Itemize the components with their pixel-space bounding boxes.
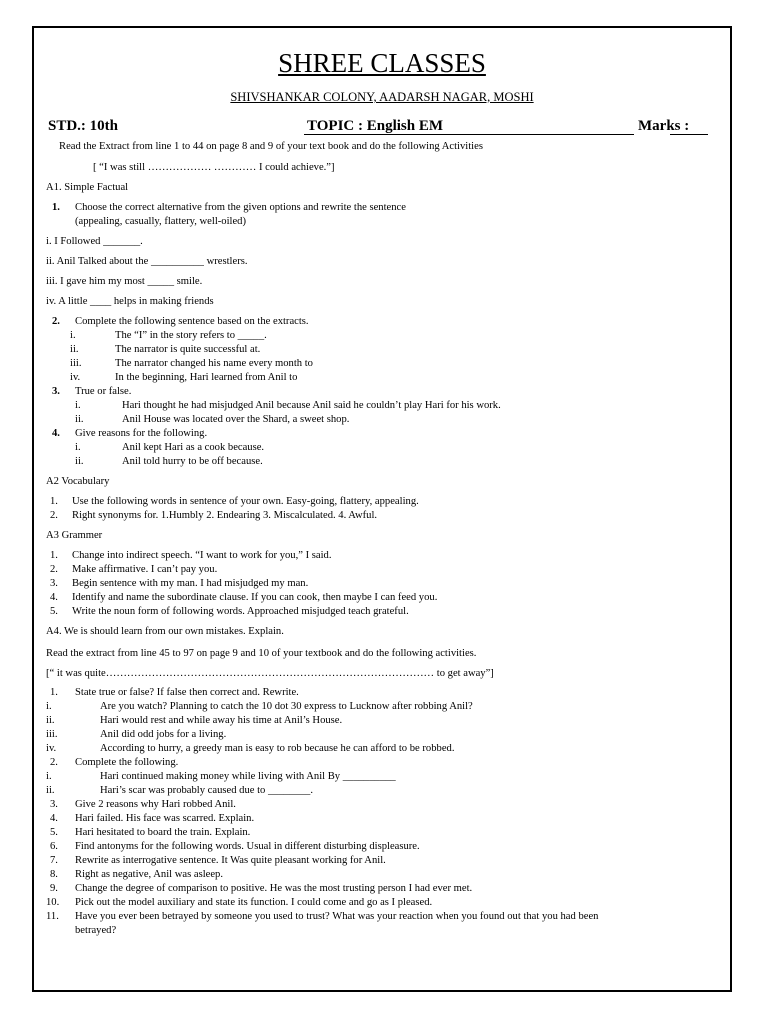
text-line: 4. xyxy=(50,813,58,824)
std-label: STD.: 10th xyxy=(48,118,119,134)
text-line: Anil House was located over the Shard, a sweet shop. xyxy=(122,414,350,425)
text-line: Change the degree of comparison to positive. He was the most trusting person I had ever met. xyxy=(75,883,473,894)
text-line: iii. I gave him my most _____ smile. xyxy=(46,276,203,287)
text-line: A2 Vocabulary xyxy=(46,476,110,487)
text-line: iii. xyxy=(46,729,58,740)
text-line: Choose the correct alternative from the given options and rewrite the sentence xyxy=(75,202,406,213)
text-line: Begin sentence with my man. I had misjudged my man. xyxy=(72,578,309,589)
text-line: iv. A little ____ helps in making friends xyxy=(46,296,214,307)
text-line: 4. xyxy=(52,428,60,439)
text-line: Complete the following. xyxy=(75,757,179,768)
text-line: 1. xyxy=(52,202,60,213)
text-line: Give reasons for the following. xyxy=(75,428,208,439)
text-line: i. xyxy=(75,442,81,453)
text-line: iv. xyxy=(46,743,57,754)
text-line: 1. xyxy=(50,496,58,507)
text-line: i. I Followed _______. xyxy=(46,236,143,247)
text-line: Anil did odd jobs for a living. xyxy=(100,729,227,740)
text-line: 3. xyxy=(52,386,60,397)
text-line: State true or false? If false then correct and. Rewrite. xyxy=(75,687,299,698)
text-line: 2. xyxy=(52,316,60,327)
text-line: Use the following words in sentence of your own. Easy-going, flattery, appealing. xyxy=(72,496,419,507)
text-line: The narrator changed his name every month to xyxy=(115,358,313,369)
text-line: Complete the following sentence based on the extracts. xyxy=(75,316,309,327)
text-line: 2. xyxy=(50,510,58,521)
text-line: According to hurry, a greedy man is easy to rob because he can afford to be robbed. xyxy=(100,743,455,754)
text-line: Read the Extract from line 1 to 44 on page 8 and 9 of your text book and do the following Activities xyxy=(59,141,483,152)
text-line: 1. xyxy=(50,687,58,698)
text-line: Find antonyms for the following words. Usual in different disturbing displeasure. xyxy=(75,841,420,852)
text-line: 9. xyxy=(50,883,58,894)
text-line: iv. xyxy=(70,372,81,383)
text-line: True or false. xyxy=(75,386,132,397)
text-line: A4. We is should learn from our own mistakes. Explain. xyxy=(46,626,284,637)
text-line: Change into indirect speech. “I want to work for you,” I said. xyxy=(72,550,332,561)
marks-underline xyxy=(670,134,708,135)
text-line: Hari thought he had misjudged Anil because Anil said he couldn’t play Hari for his work. xyxy=(122,400,501,411)
text-line: Anil told hurry to be off because. xyxy=(122,456,263,467)
text-line: ii. xyxy=(46,785,55,796)
text-line: i. xyxy=(75,400,81,411)
text-line: ii. xyxy=(75,414,84,425)
text-line: The narrator is quite successful at. xyxy=(115,344,261,355)
text-line: The “I” in the story refers to _____. xyxy=(115,330,267,341)
text-line: 5. xyxy=(50,827,58,838)
text-line: 3. xyxy=(50,799,58,810)
text-line: ii. Anil Talked about the __________ wrestlers. xyxy=(46,256,248,267)
text-line: Write the noun form of following words. Approached misjudged teach grateful. xyxy=(72,606,409,617)
text-line: 2. xyxy=(50,564,58,575)
page-title: SHREE CLASSES xyxy=(278,48,486,78)
text-line: 8. xyxy=(50,869,58,880)
text-line: 7. xyxy=(50,855,58,866)
text-line: Hari would rest and while away his time at Anil’s House. xyxy=(100,715,343,726)
text-line: Are you watch? Planning to catch the 10 dot 30 express to Lucknow after robbing Anil? xyxy=(100,701,473,712)
text-line: Have you ever been betrayed by someone you used to trust? What was your reaction when you found out that you had been xyxy=(75,911,599,922)
text-line: 4. xyxy=(50,592,58,603)
text-line: i. xyxy=(46,771,52,782)
text-line: 2. xyxy=(50,757,58,768)
text-line: Give 2 reasons why Hari robbed Anil. xyxy=(75,799,236,810)
text-line: 5. xyxy=(50,606,58,617)
text-line: Identify and name the subordinate clause. If you can cook, then maybe I can feed you. xyxy=(72,592,438,603)
text-line: Hari continued making money while living with Anil By __________ xyxy=(100,771,396,782)
text-line: betrayed? xyxy=(75,925,117,936)
text-line: Anil kept Hari as a cook because. xyxy=(122,442,265,453)
text-line: Pick out the model auxiliary and state its function. I could come and go as I pleased. xyxy=(75,897,433,908)
text-line: iii. xyxy=(70,358,82,369)
text-line: i. xyxy=(46,701,52,712)
topic-underline xyxy=(304,134,634,135)
marks-label: Marks : xyxy=(638,118,690,134)
address-line: SHIVSHANKAR COLONY, AADARSH NAGAR, MOSHI xyxy=(230,90,534,104)
text-line: i. xyxy=(70,330,76,341)
text-line: ii. xyxy=(75,456,84,467)
text-line: 11. xyxy=(46,911,59,922)
text-line: Hari hesitated to board the train. Explain. xyxy=(75,827,251,838)
text-line: In the beginning, Hari learned from Anil to xyxy=(115,372,298,383)
text-line: Hari’s scar was probably caused due to ________. xyxy=(100,785,313,796)
text-line: Rewrite as interrogative sentence. It Was quite pleasant working for Anil. xyxy=(75,855,386,866)
text-line: Hari failed. His face was scarred. Explain. xyxy=(75,813,255,824)
text-line: 1. xyxy=(50,550,58,561)
text-line: [“ it was quite………………………………………………………………………………… to get away”] xyxy=(46,668,494,679)
text-line: 10. xyxy=(46,897,60,908)
text-line: (appealing, casually, flattery, well-oiled) xyxy=(75,216,246,227)
text-line: A1. Simple Factual xyxy=(46,182,129,193)
text-line: ii. xyxy=(70,344,79,355)
text-line: Read the extract from line 45 to 97 on page 9 and 10 of your textbook and do the following activities. xyxy=(46,648,477,659)
text-line: ii. xyxy=(46,715,55,726)
text-line: Make affirmative. I can’t pay you. xyxy=(72,564,218,575)
text-line: Right as negative, Anil was asleep. xyxy=(75,869,223,880)
text-line: [ “I was still ……………… ………… I could achieve.”] xyxy=(93,162,335,173)
text-line: A3 Grammer xyxy=(46,530,103,541)
text-line: Right synonyms for. 1.Humbly 2. Endearing 3. Miscalculated. 4. Awful. xyxy=(72,510,378,521)
text-line: 6. xyxy=(50,841,58,852)
topic-label: TOPIC : English EM xyxy=(307,118,444,134)
text-line: 3. xyxy=(50,578,58,589)
